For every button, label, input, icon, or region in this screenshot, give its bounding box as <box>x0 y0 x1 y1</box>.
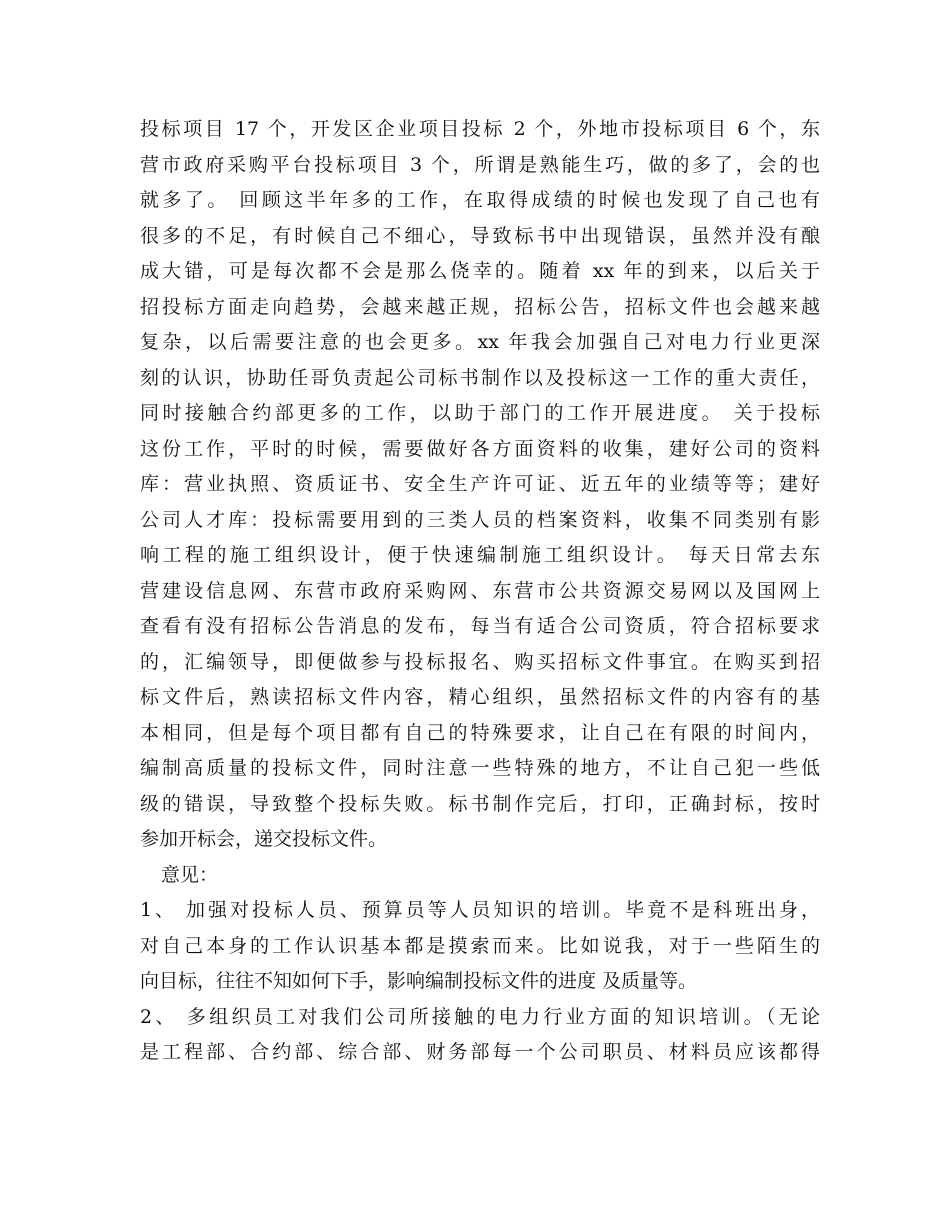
text-line: 级的错误，导致整个投标失败。标书制作完后，打印，正确封标，按时 <box>140 792 820 815</box>
text-line: 编制高质量的投标文件，同时注意一些特殊的地方，不让自己犯一些低 <box>140 757 820 779</box>
list-item-line: 是工程部、合约部、综合部、财务部每一个公司职员、材料员应该都得 <box>140 1041 820 1063</box>
text-line: 招投标方面走向趋势，会越来越正规，招标公告，招标文件也会越来越 <box>140 295 820 318</box>
text-line: 营市政府采购平台投标项目 3 个，所谓是熟能生巧，做的多了，会的也 <box>140 153 820 176</box>
document-body <box>140 112 820 1071</box>
text-line: 查看有没有招标公告消息的发布，每当有适合公司资质，符合招标要求 <box>140 615 820 637</box>
list-item-line: 向目标，往往不知如何下手，影响编制投标文件的进度 及质量等。 <box>140 970 698 992</box>
text-line: 库：营业执照、资质证书、安全生产许可证、近五年的业绩等等；建好 <box>140 473 820 495</box>
text-line: 就多了。 回顾这半年多的工作，在取得成绩的时候也发现了自己也有 <box>140 189 820 211</box>
text-line: 刻的认识，协助任哥负责起公司标书制作以及投标这一工作的重大责任， <box>140 366 820 389</box>
text-line: 同时接触合约部更多的工作，以助于部门的工作开展进度。 关于投标 <box>140 402 820 424</box>
text-line: 公司人才库：投标需要用到的三类人员的档案资料，收集不同类别有影 <box>140 508 820 531</box>
list-item-line: 2、 多组织员工对我们公司所接触的电力行业方面的知识培训。（无论 <box>140 1005 820 1028</box>
text-line: 的，汇编领导，即便做参与投标报名、购买招标文件事宜。在购买到招 <box>140 650 820 673</box>
text-line: 营建设信息网、东营市政府采购网、东营市公共资源交易网以及国网上 <box>140 579 820 602</box>
section-heading: 意见： <box>161 863 219 886</box>
text-line: 标文件后，熟读招标文件内容，精心组织，虽然招标文件的内容有的基 <box>140 686 820 708</box>
text-line: 复杂，以后需要注意的也会更多。xx 年我会加强自己对电力行业更深 <box>140 331 820 353</box>
text-line: 参加开标会，递交投标文件。 <box>140 828 388 850</box>
list-item-line: 对自己本身的工作认识基本都是摸索而来。比如说我，对于一些陌生的 <box>140 934 820 957</box>
text-line: 成大错，可是每次都不会是那么侥幸的。随着 xx 年的到来，以后关于 <box>140 260 820 282</box>
text-line: 响工程的施工组织设计，便于快速编制施工组织设计。 每天日常去东 <box>140 544 820 566</box>
text-line: 很多的不足，有时候自己不细心，导致标书中出现错误，虽然并没有酿 <box>140 224 820 247</box>
text-line: 这份工作，平时的时候，需要做好各方面资料的收集，建好公司的资料 <box>140 437 820 460</box>
text-line: 本相同，但是每个项目都有自己的特殊要求，让自己在有限的时间内， <box>140 721 820 744</box>
list-item-line: 1、 加强对投标人员、预算员等人员知识的培训。毕竟不是科班出身， <box>140 899 820 921</box>
text-line: 投标项目 17 个，开发区企业项目投标 2 个，外地市投标项目 6 个，东 <box>140 118 820 140</box>
